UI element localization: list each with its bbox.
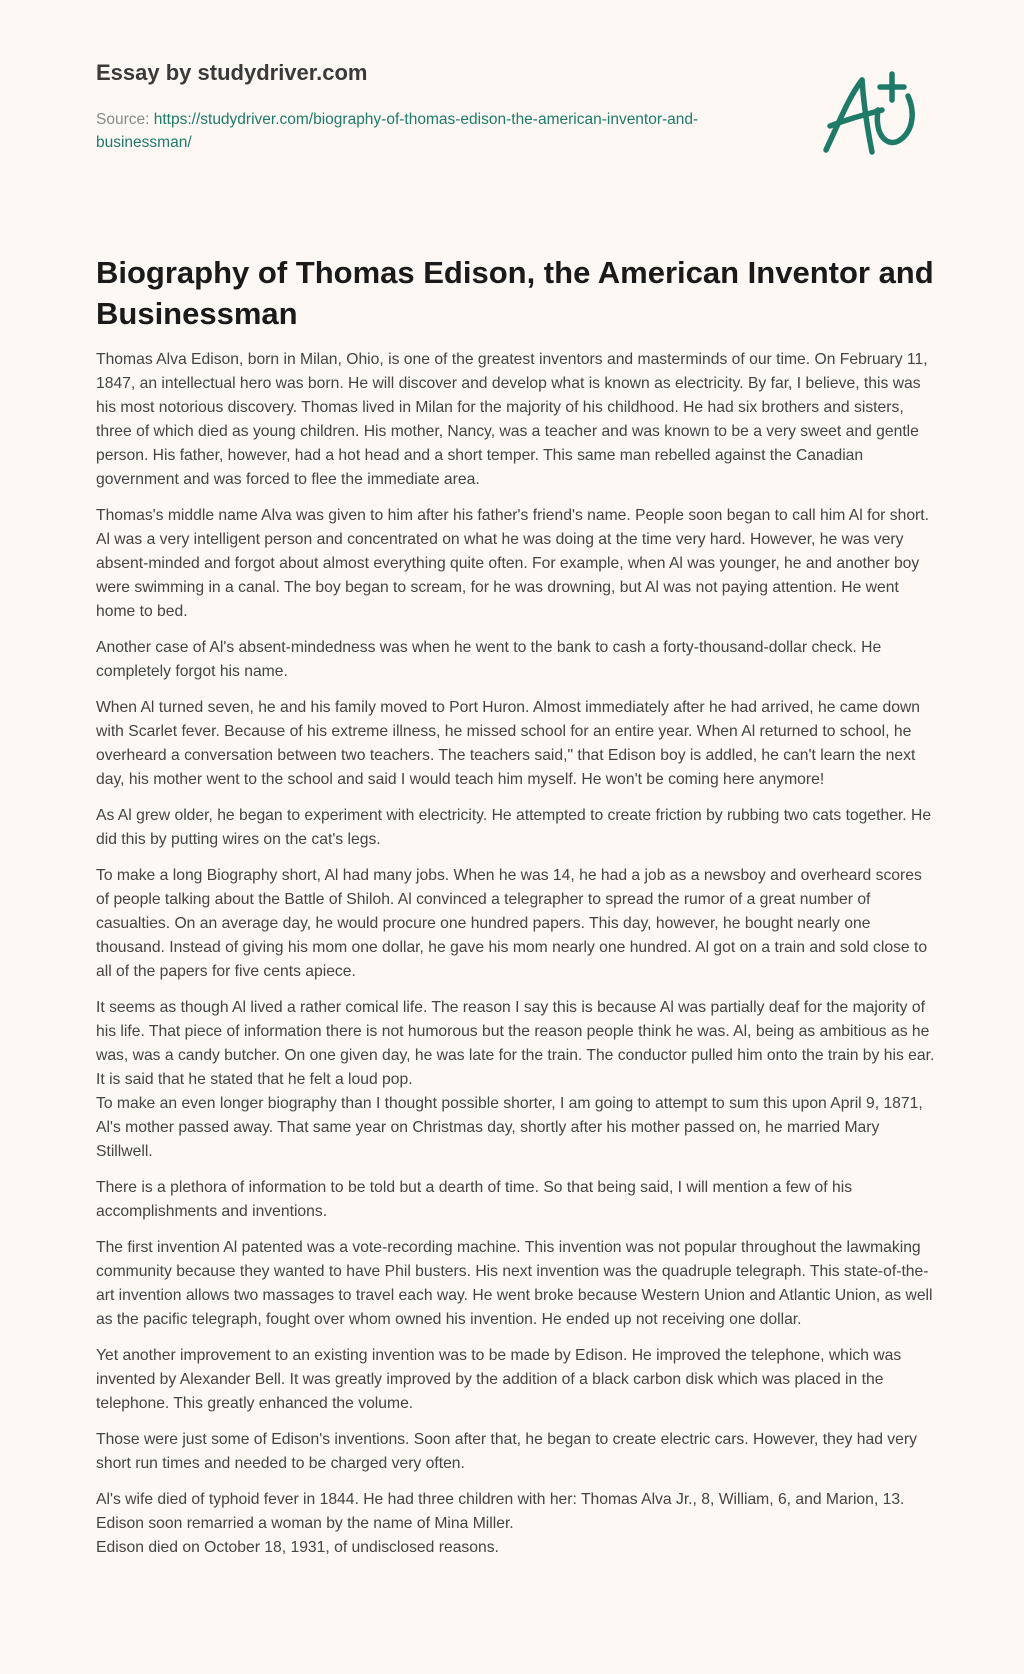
essay-paragraph: Yet another improvement to an existing invention was to be made by Edison. He improved the telephone, which was invented by Alexander Bell. It was greatly improved by the addition of a black carbon disk which was placed in the telephone. This greatly enhanced the volume. xyxy=(96,1347,902,1412)
source-label: Source: xyxy=(96,111,154,128)
essay-body xyxy=(96,252,936,1572)
a-plus-logo-icon xyxy=(820,70,928,166)
source-link[interactable]: https://studydriver.com/biography-of-thomas-edison-the-american-inventor-and-businessman/ xyxy=(96,111,699,151)
essay-paragraph: Another case of Al's absent-mindedness was when he went to the bank to cash a forty-thousand-dollar check. He completely forgot his name. xyxy=(96,639,882,680)
essay-paragraph: Edison soon remarried a woman by the name of Mina Miller. xyxy=(96,1515,514,1532)
essay-paragraph: As Al grew older, he began to experiment with electricity. He attempted to create friction by rubbing two cats together. He did this by putting wires on the cat's legs. xyxy=(96,807,932,848)
essay-paragraph: To make an even longer biography than I thought possible shorter, I am going to attempt to sum this upon April 9, 1871, Al's mother passed away. That same year on Christmas day, shortly after his mother passed on, he married Mary Stillwell. xyxy=(96,1095,923,1160)
essay-paragraph: Thomas Alva Edison, born in Milan, Ohio, is one of the greatest inventors and masterminds of our time. On February 11, 1847, an intellectual hero was born. He will discover and develop what is known as electricity. By far, I believe, this was his most notorious discovery. Thomas lived in Milan for the majority of his childhood. He had six brothers and sisters, three of which died as young children. His mother, Nancy, was a teacher and was known to be a very sweet and gentle person. His father, however, had a hot head and a short temper. This same man rebelled against the Canadian government and was forced to flee the immediate area. xyxy=(96,351,928,488)
site-title: Essay by studydriver.com xyxy=(96,60,368,85)
essay-paragraph: The first invention Al patented was a vote-recording machine. This invention was not popular throughout the lawmaking community because they wanted to have Phil busters. His next invention was the quadruple telegraph. This state-of-the-art invention allows two massages to travel each way. He went broke because Western Union and Atlantic Union, as well as the pacific telegraph, fought over whom owned his invention. He ended up not receiving one dollar. xyxy=(96,1239,933,1328)
essay-paragraph: It seems as though Al lived a rather comical life. The reason I say this is because Al was partially deaf for the majority of his life. That piece of information there is not humorous but the reason people think he was. Al, being as ambitious as he was, was a candy butcher. On one given day, he was late for the train. The conductor pulled him onto the train by his ear. It is said that he stated that he felt a loud pop. xyxy=(96,999,935,1088)
essay-header xyxy=(96,60,736,154)
essay-paragraph: To make a long Biography short, Al had many jobs. When he was 14, he had a job as a newsboy and overheard scores of people talking about the Battle of Shiloh. Al convinced a telegrapher to spread the rumor of a great number of casualties. On an average day, he would procure one hundred papers. This day, however, he bought nearly one thousand. Instead of giving his mom one dollar, he gave his mom nearly one hundred. Al got on a train and sold close to all of the papers for five cents apiece. xyxy=(96,867,928,980)
essay-paragraph: Those were just some of Edison's inventions. Soon after that, he began to create electric cars. However, they had very short run times and needed to be charged very often. xyxy=(96,1431,917,1472)
essay-paragraph: Al's wife died of typhoid fever in 1844. He had three children with her: Thomas Alva Jr., 8, William, 6, and Marion, 13. xyxy=(96,1491,905,1508)
essay-paragraph: When Al turned seven, he and his family moved to Port Huron. Almost immediately after he had arrived, he came down with Scarlet fever. Because of his extreme illness, he missed school for an entire year. When Al returned to school, he overheard a conversation between two teachers. The teachers said," that Edison boy is addled, he can't learn the next day, his mother went to the school and said I would teach him myself. He won't be coming here anymore! xyxy=(96,699,921,788)
source-line xyxy=(96,108,736,154)
essay-paragraph: Edison died on October 18, 1931, of undisclosed reasons. xyxy=(96,1539,499,1556)
essay-paragraph: Thomas's middle name Alva was given to him after his father's friend's name. People soon began to call him Al for short. Al was a very intelligent person and concentrated on what he was doing at the time very hard. However, he was very absent-minded and forgot about almost everything quite often. For example, when Al was younger, he and another boy were swimming in a canal. The boy began to scream, for he was drowning, but Al was not paying attention. He went home to bed. xyxy=(96,507,929,620)
essay-paragraph: There is a plethora of information to be told but a dearth of time. So that being said, I will mention a few of his accomplishments and inventions. xyxy=(96,1179,853,1220)
essay-title: Biography of Thomas Edison, the American Inventor and Businessman xyxy=(96,255,934,331)
